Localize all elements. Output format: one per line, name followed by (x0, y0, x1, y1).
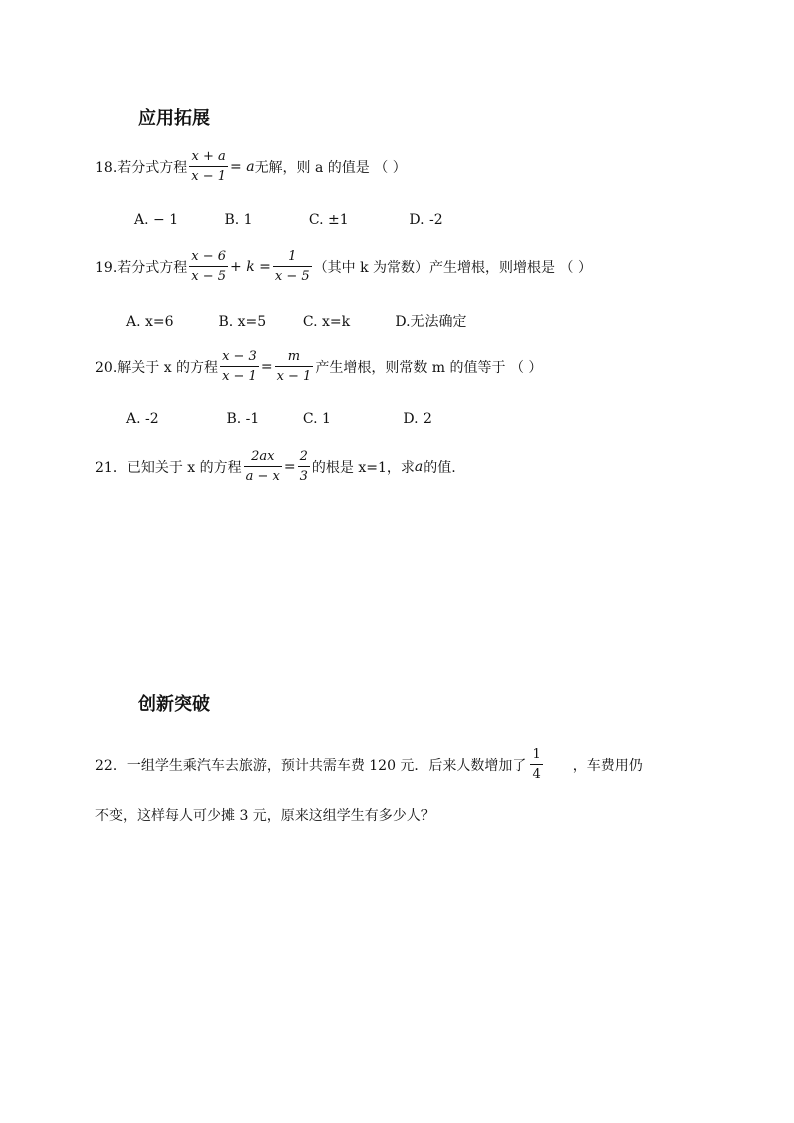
q19-frac1-num: x − 6 (191, 249, 227, 264)
q20-option-b: B. -1 (226, 411, 260, 427)
q19-prefix: 19.若分式方程 (95, 259, 188, 276)
q21-frac1-den: a − x (244, 466, 282, 483)
q22-frac-den: 4 (530, 764, 542, 781)
q20-option-a: A. -2 (126, 411, 159, 427)
section-heading-apply: 应用拓展 (138, 108, 210, 129)
q18-suffix: 无解，则 a 的值是 （ ） (254, 159, 407, 176)
q18-option-b: B. 1 (224, 212, 253, 228)
question-19 (95, 250, 592, 283)
q21-fraction-1 (244, 450, 282, 483)
q20-prefix: 20.解关于 x 的方程 (95, 359, 219, 376)
q20-fraction-2 (275, 350, 314, 383)
q21-variable: a (414, 458, 424, 475)
q20-fraction-1 (220, 350, 259, 383)
q18-options (134, 212, 443, 228)
q18-option-c: C. ±1 (308, 212, 349, 228)
question-21 (95, 450, 456, 483)
q19-frac1-den: x − 5 (189, 266, 228, 283)
question-22-line-1 (95, 748, 643, 781)
q19-fraction-2 (273, 250, 312, 283)
q21-suffix-2: 的值. (423, 459, 456, 476)
q18-fraction (189, 150, 228, 183)
q18-option-a: A. − 1 (134, 212, 179, 228)
q20-frac1-num: x − 3 (222, 349, 257, 364)
q22-frac-num: 1 (532, 747, 541, 762)
q20-frac2-den: x − 1 (275, 366, 314, 383)
q21-fraction-2 (298, 450, 310, 483)
q19-option-a: A. x=6 (126, 314, 174, 330)
q19-options (126, 311, 467, 331)
q21-frac2-den: 3 (298, 466, 310, 483)
q19-frac2-den: x − 5 (273, 266, 312, 283)
q21-frac2-num: 2 (299, 449, 308, 464)
q21-mid: = (283, 458, 296, 475)
q20-mid: = (260, 358, 273, 375)
q19-fraction-1 (189, 250, 228, 283)
q19-mid: + k = (230, 258, 271, 275)
question-22-line-2: 不变，这样每人可少摊 3 元，原来这组学生有多少人？ (95, 808, 435, 824)
q21-frac1-num: 2ax (251, 449, 275, 464)
q22-line1-b: ，车费用仍 (572, 757, 643, 774)
q21-prefix: 21．已知关于 x 的方程 (95, 459, 242, 476)
q18-prefix: 18.若分式方程 (95, 159, 188, 176)
q19-option-c: C. x=k (302, 314, 351, 330)
q21-suffix-1: 的根是 x=1，求 (311, 459, 415, 476)
q19-option-b: B. x=5 (218, 314, 267, 330)
q20-frac2-num: m (287, 349, 301, 364)
q18-frac-num: x + a (191, 149, 226, 164)
q20-option-d: D. 2 (403, 411, 432, 427)
q19-frac2-num: 1 (288, 249, 297, 264)
q20-options (126, 411, 432, 427)
q18-frac-den: x − 1 (189, 166, 228, 183)
q22-fraction (530, 748, 542, 781)
q18-option-d: D. -2 (409, 212, 443, 228)
q20-frac1-den: x − 1 (220, 366, 259, 383)
q19-suffix: （其中 k 为常数）产生增根，则增根是 （ ） (313, 259, 592, 276)
section-heading-innovate: 创新突破 (138, 694, 210, 715)
question-18 (95, 150, 407, 183)
q20-suffix: 产生增根，则常数 m 的值等于 （ ） (315, 359, 543, 376)
question-20 (95, 350, 542, 383)
q22-line1-a: 22．一组学生乘汽车去旅游，预计共需车费 120 元．后来人数增加了 (95, 757, 527, 774)
q20-option-c: C. 1 (302, 411, 331, 427)
q19-option-d: D.无法确定 (395, 314, 467, 330)
q18-eq-rhs: = a (230, 158, 255, 175)
